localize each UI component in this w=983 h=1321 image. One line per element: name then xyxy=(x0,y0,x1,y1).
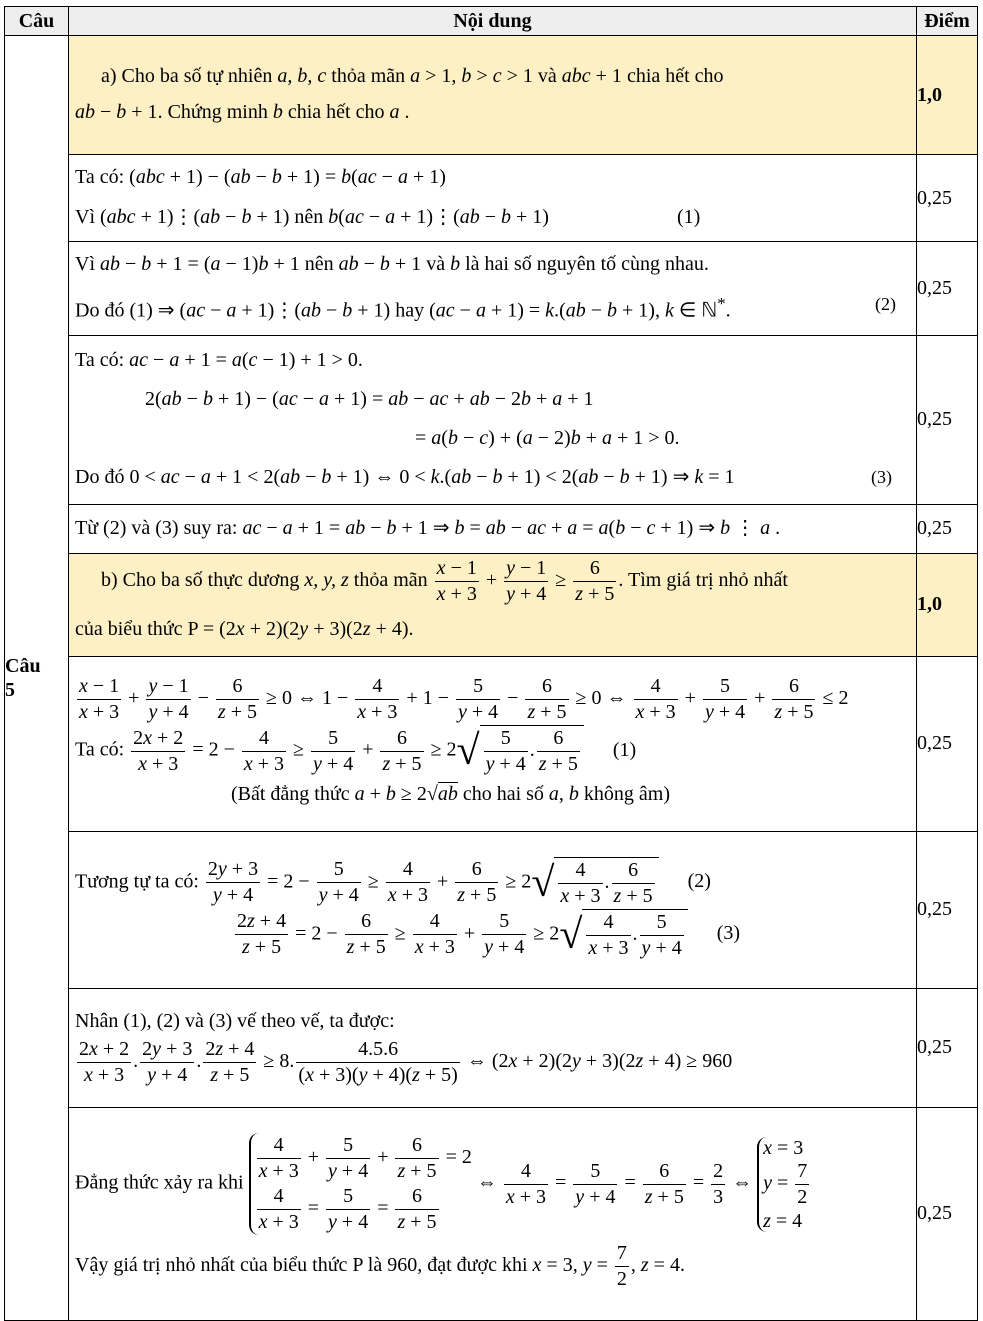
step-a1: Ta có: (abc + 1) − (ab − b + 1) = b(ac − a + 1) Vì (abc + 1)⋮(ab − b + 1) nên b(ac − a + 1)⋮(ab − b + 1) (1) xyxy=(69,155,917,242)
step-a2: Vì ab − b + 1 = (a − 1)b + 1 nên ab − b + 1 và b là hai số nguyên tố cùng nhau. Do đó (1) ⇒ (ac − a + 1)⋮(ab − b + 1) hay (ac − a + 1) = k.(ab − b + 1), k ∈ ℕ*. (2) xyxy=(69,242,917,336)
header-row xyxy=(5,7,978,36)
part-a-statement: a) Cho ba số tự nhiên a, b, c thỏa mãn a > 1, b > c > 1 và abc + 1 chia hết cho ab − b + 1. Chứng minh b chia hết cho a . xyxy=(69,36,917,155)
step-a3-points: 0,25 xyxy=(917,335,978,504)
step-b4: Đẳng thức xảy ra khi $\frac{4}{x + 3}$ + $\frac{5}{y + 4}$ + $\frac{6}{z + 5}$ = 2 $\frac{4}{x + 3}$ = $\frac{5}{y + 4}$ = $\frac{6}{z + 5}$ ⇔ $\frac{4}{x + 3}$ = $\frac{5}{y + 4}$ = $\frac{6}{z + 5}$ = $\frac{2}{3}$ ⇔ x = 3 y = $\frac{7}{2}$ z = 4 Vậy giá trị nhỏ nhất của biểu thức P là 960, đạt được khi x = 3, y = $\frac{7}{2}$ , z = 4. xyxy=(69,1107,917,1320)
question-label: Câu xyxy=(5,654,41,677)
question-cell xyxy=(5,36,69,1321)
step-b3-row xyxy=(5,988,978,1107)
header-diem: Điểm xyxy=(917,7,978,36)
step-a4-row xyxy=(5,504,978,553)
step-b2: Tương tự ta có: $\frac{2y + 3}{y + 4}$ = 2 − $\frac{5}{y + 4}$ ≥ $\frac{4}{x + 3}$ + $\frac{6}{z + 5}$ ≥ 2√ $\frac{4}{x + 3}$ . $\frac{6}{z + 5}$ (2) $\frac{2z + 4}{z + 5}$ = 2 − $\frac{6}{z + 5}$ ≥ $\frac{4}{x + 3}$ + $\frac{5}{y + 4}$ ≥ 2√ $\frac{4}{x + 3}$ . $\frac{5}{y + 4}$ (3) xyxy=(69,831,917,988)
step-b2-points: 0,25 xyxy=(917,831,978,988)
question-number: 5 xyxy=(5,678,15,701)
step-a2-points: 0,25 xyxy=(917,242,978,336)
step-b4-row xyxy=(5,1107,978,1320)
step-a1-row xyxy=(5,155,978,242)
step-b1-points: 0,25 xyxy=(917,656,978,831)
answer-table xyxy=(4,6,978,1321)
step-b3-points: 0,25 xyxy=(917,988,978,1107)
step-b2-row xyxy=(5,831,978,988)
step-b1: $\frac{x - 1}{x + 3}$ + $\frac{y - 1}{y + 4}$ − $\frac{6}{z + 5}$ ≥ 0 ⇔ 1 − $\frac{4}{x + 3}$ + 1 − $\frac{5}{y + 4}$ − $\frac{6}{z + 5}$ ≥ 0 ⇔ $\frac{4}{x + 3}$ + $\frac{5}{y + 4}$ + $\frac{6}{z + 5}$ ≤ 2 Ta có: $\frac{2x + 2}{x + 3}$ = 2 − $\frac{4}{x + 3}$ ≥ $\frac{5}{y + 4}$ + $\frac{6}{z + 5}$ ≥ 2√ $\frac{5}{y + 4}$ . $\frac{6}{z + 5}$ (1) (Bất đẳng thức a + b ≥ 2√ab cho hai số a, b không âm) xyxy=(69,656,917,831)
part-b-statement-row xyxy=(5,553,978,656)
header-noi-dung: Nội dung xyxy=(69,7,917,36)
part-b-statement: b) Cho ba số thực dương x, y, z thỏa mãn $\frac{x - 1}{x + 3}$ + $\frac{y - 1}{y + 4}$ ≥ $\frac{6}{z + 5}$ . Tìm giá trị nhỏ nhất của biểu thức P = (2x + 2)(2y + 3)(2z + 4). xyxy=(69,553,917,656)
step-a3: Ta có: ac − a + 1 = a(c − 1) + 1 > 0. 2(ab − b + 1) − (ac − a + 1) = ab − ac + ab − 2b + a + 1 = a(b − c) + (a − 2)b + a + 1 > 0. Do đó 0 < ac − a + 1 < 2(ab − b + 1) ⇔ 0 < k.(ab − b + 1) < 2(ab − b + 1) ⇒ k = 1 (3) xyxy=(69,335,917,504)
step-a2-row xyxy=(5,242,978,336)
step-a3-row xyxy=(5,335,978,504)
step-b4-points: 0,25 xyxy=(917,1107,978,1320)
step-a1-points: 0,25 xyxy=(917,155,978,242)
part-b-points: 1,0 xyxy=(917,553,978,656)
part-a-points: 1,0 xyxy=(917,36,978,155)
header-cau: Câu xyxy=(5,7,69,36)
step-b3: Nhân (1), (2) và (3) vế theo vế, ta được: $\frac{2x + 2}{x + 3}$ . $\frac{2y + 3}{y + 4}$ . $\frac{2z + 4}{z + 5}$ ≥ 8. $\frac{4.5.6}{(x + 3)(y + 4)(z + 5)}$ ⇔ (2x + 2)(2y + 3)(2z + 4) ≥ 960 xyxy=(69,988,917,1107)
step-a4: Từ (2) và (3) suy ra: ac − a + 1 = ab − b + 1 ⇒ b = ab − ac + a = a(b − c + 1) ⇒ b ⋮ a . xyxy=(69,504,917,553)
step-b1-row xyxy=(5,656,978,831)
step-a4-points: 0,25 xyxy=(917,504,978,553)
part-a-statement-row xyxy=(5,36,978,155)
